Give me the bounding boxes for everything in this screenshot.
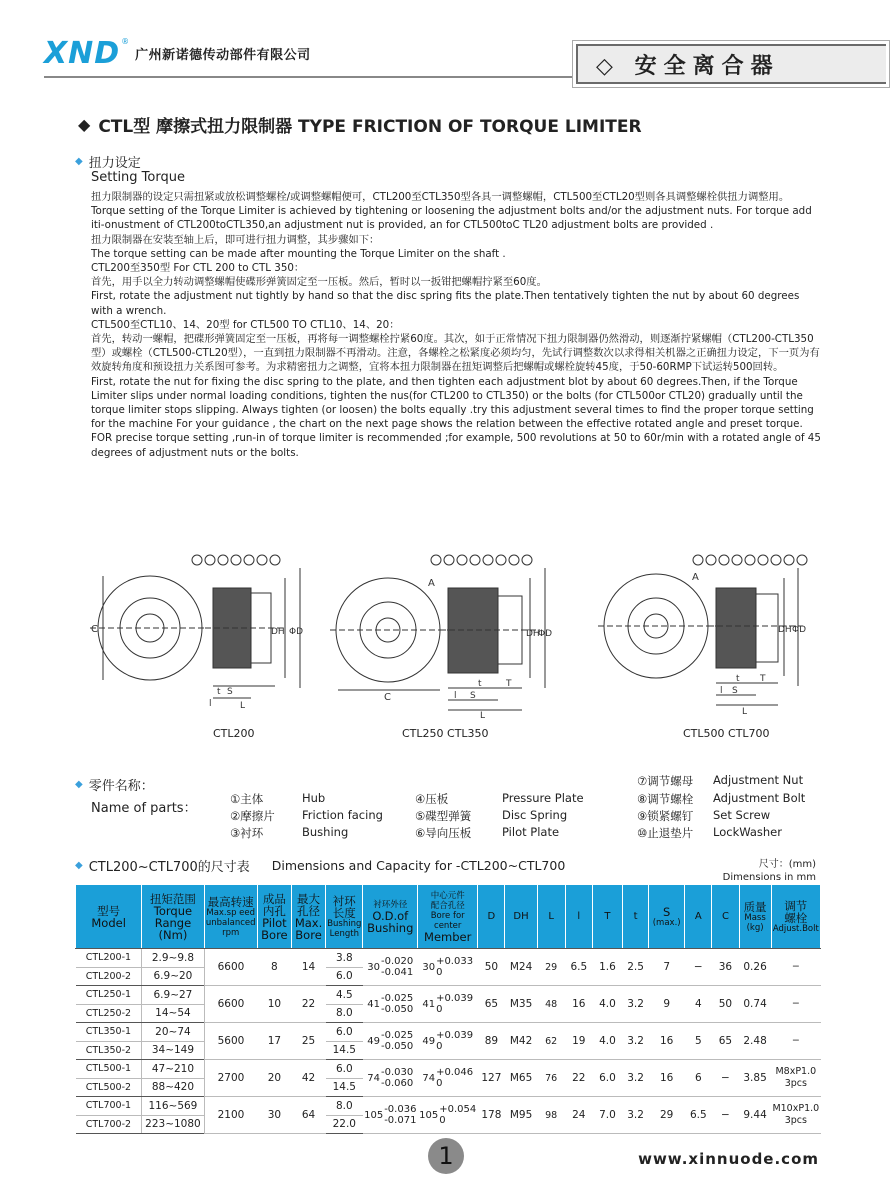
- col-rpm: 最高转速 Max.sp eed unbalanced rpm: [204, 885, 257, 949]
- cell-l: 6.5: [565, 949, 592, 986]
- svg-text:t: t: [478, 679, 482, 689]
- table-heading: [75, 856, 565, 875]
- paragraph: The torque setting can be made after mounting the Torque Limiter on the shaft .: [91, 247, 506, 260]
- col-T: T: [592, 885, 622, 949]
- paragraph: 扭力限制器在安装至轴上后，即可进行扭力调整，其步骤如下：: [91, 233, 380, 246]
- section-title-text: CTL型 摩擦式扭力限制器 TYPE FRICTION OF TORQUE LIMITER: [98, 117, 642, 137]
- cell-od-bushing: 74 -0.030 -0.060: [363, 1060, 418, 1097]
- cell-C: −: [712, 1060, 739, 1097]
- cell-l: 22: [565, 1060, 592, 1097]
- cell-D: 127: [478, 1060, 505, 1097]
- svg-text:L: L: [240, 701, 246, 711]
- part-en: Set Screw: [713, 808, 771, 822]
- cell-model: CTL500-2: [76, 1078, 142, 1097]
- diamond-icon: ◆: [78, 115, 91, 134]
- cell-adjust-bolt: [771, 949, 820, 986]
- diagram-ctl500-700: [598, 548, 828, 718]
- unit-en: Dimensions in mm: [722, 872, 816, 883]
- cell-mass: 0.74: [739, 986, 771, 1023]
- part-en: Disc Spring: [502, 808, 568, 822]
- part-item: [230, 791, 326, 807]
- cell-pilot: 8: [257, 949, 291, 986]
- cell-bushing-length: 3.8: [326, 949, 363, 968]
- cell-mass: 0.26: [739, 949, 771, 986]
- part-item: [637, 808, 771, 824]
- diagram-ctl250-350: [330, 548, 560, 718]
- cell-range: 223~1080: [142, 1115, 204, 1134]
- cell-L: 76: [537, 1060, 565, 1097]
- part-cn: ③衬环: [230, 826, 264, 840]
- company-name: 广州新诺德传动部件有限公司: [135, 48, 311, 63]
- table-row: [76, 949, 821, 968]
- col-D: D: [478, 885, 505, 949]
- cell-bushing-length: 22.0: [326, 1115, 363, 1134]
- cell-bushing-length: 6.0: [326, 967, 363, 986]
- adjust-bolt-line: M10xP1.0: [772, 1103, 820, 1114]
- cell-pilot: 30: [257, 1097, 291, 1134]
- cell-T: 6.0: [592, 1060, 622, 1097]
- cell-pilot: 20: [257, 1060, 291, 1097]
- cell-DH: M95: [505, 1097, 537, 1134]
- cell-t: 3.2: [622, 1097, 648, 1134]
- table-row: [76, 1060, 821, 1079]
- svg-text:l: l: [454, 691, 457, 701]
- part-item: [637, 825, 782, 841]
- cell-DH: M35: [505, 986, 537, 1023]
- svg-text:ΦD: ΦD: [538, 629, 553, 639]
- part-cn: ①主体: [230, 792, 264, 806]
- cell-bushing-length: 14.5: [326, 1041, 363, 1060]
- cell-maxbore: 42: [291, 1060, 325, 1097]
- cell-S: 9: [649, 986, 685, 1023]
- setting-heading-en: Setting Torque: [91, 170, 185, 185]
- cell-L: 98: [537, 1097, 565, 1134]
- adjust-bolt-line: 3pcs: [784, 1115, 807, 1126]
- cell-L: 62: [537, 1023, 565, 1060]
- cell-center-member: 74 +0.046 0: [418, 1060, 478, 1097]
- part-item: [415, 791, 584, 807]
- cell-range: 47~210: [142, 1060, 204, 1079]
- cell-adjust-bolt: [771, 1060, 820, 1097]
- cell-adjust-bolt: [771, 1023, 820, 1060]
- cell-l: 24: [565, 1097, 592, 1134]
- cell-center-member: 41 +0.039 0: [418, 986, 478, 1023]
- cell-pilot: 10: [257, 986, 291, 1023]
- svg-text:S: S: [732, 686, 738, 696]
- cell-D: 50: [478, 949, 505, 986]
- cell-maxbore: 25: [291, 1023, 325, 1060]
- dimensions-table: [75, 884, 821, 1134]
- cell-bushing-length: 8.0: [326, 1097, 363, 1116]
- registered-mark: ®: [121, 37, 130, 46]
- paragraph: 首先，用手以全力转动调整螺帽使碟形弹簧固定至一压板。然后，暂时以一扳钳把螺帽拧紧至60度。: [91, 276, 547, 289]
- cell-S: 29: [649, 1097, 685, 1134]
- cell-L: 48: [537, 986, 565, 1023]
- part-cn: ⑤碟型弹簧: [415, 809, 472, 823]
- col-max-bore: 最大 孔径 Max. Bore: [291, 885, 325, 949]
- cell-rpm: 2700: [204, 1060, 257, 1097]
- col-t: t: [622, 885, 648, 949]
- cell-range: 34~149: [142, 1041, 204, 1060]
- col-l: l: [565, 885, 592, 949]
- table-row: [76, 1097, 821, 1116]
- cell-C: 50: [712, 986, 739, 1023]
- cell-S: 16: [649, 1060, 685, 1097]
- part-item: [637, 773, 804, 789]
- cell-center-member: 49 +0.039 0: [418, 1023, 478, 1060]
- part-en: Pilot Plate: [502, 825, 560, 839]
- svg-text:C: C: [91, 624, 98, 635]
- paragraph: 首先，转动一螺帽，把碟形弹簧固定至一压板，再将每一调整螺栓拧紧60度。其次，如于正常情况下扭力限制器仍然滑动，则逐渐拧紧螺帽（CTL200-CTL350型）或螺栓（CTL500-CTL20型），一直到扭力限制器不再滑动。注意，各螺栓之松紧度必须均匀，先试行调整数次以求得相关机器之正确扭力设定，下一页为有效旋转角度和预设扭力关系图可参考。为求精密扭力之调整，宜将本扭力限制器在扭矩调整后把螺帽或螺栓旋转45度，于50-60RMP下试运转500回转。: [91, 333, 820, 374]
- adjust-bolt-line: 3pcs: [784, 1078, 807, 1089]
- adjust-bolt-line: M8xP1.0: [775, 1066, 817, 1077]
- table-heading-en: Dimensions and Capacity for -CTL200~CTL700: [271, 858, 566, 873]
- cell-range: 6.9~27: [142, 986, 204, 1005]
- cell-C: −: [712, 1097, 739, 1134]
- diamond-bullet-icon: ◆: [75, 156, 83, 167]
- cell-D: 65: [478, 986, 505, 1023]
- cell-T: 7.0: [592, 1097, 622, 1134]
- svg-text:S: S: [470, 691, 476, 701]
- cell-od-bushing: 41 -0.025 -0.050: [363, 986, 418, 1023]
- part-en: Bushing: [302, 825, 349, 839]
- cell-T: 4.0: [592, 986, 622, 1023]
- cell-DH: M42: [505, 1023, 537, 1060]
- cell-adjust-bolt: [771, 1097, 820, 1134]
- cell-A: 6.5: [685, 1097, 712, 1134]
- cell-C: 65: [712, 1023, 739, 1060]
- cell-pilot: 17: [257, 1023, 291, 1060]
- col-A: A: [685, 885, 712, 949]
- cell-rpm: 6600: [204, 949, 257, 986]
- cell-od-bushing: 105 -0.036 -0.071: [363, 1097, 418, 1134]
- cell-rpm: 2100: [204, 1097, 257, 1134]
- adjust-bolt-line: −: [791, 1035, 800, 1046]
- cell-t: 3.2: [622, 1023, 648, 1060]
- svg-text:DH: DH: [526, 629, 540, 639]
- cell-S: 7: [649, 949, 685, 986]
- table-heading-cn: CTL200~CTL700的尺寸表: [88, 860, 250, 875]
- part-item: [230, 808, 383, 824]
- part-cn: ⑧调节螺栓: [637, 792, 694, 806]
- cell-t: 3.2: [622, 986, 648, 1023]
- col-bushing-length: 衬环 长度 Bushing Length: [326, 885, 363, 949]
- cell-model: CTL700-2: [76, 1115, 142, 1134]
- part-en: Adjustment Nut: [713, 773, 804, 787]
- cell-maxbore: 22: [291, 986, 325, 1023]
- cell-D: 178: [478, 1097, 505, 1134]
- cell-bushing-length: 6.0: [326, 1023, 363, 1042]
- setting-heading: [75, 152, 141, 171]
- col-model: 型号 Model: [76, 885, 142, 949]
- cell-L: 29: [537, 949, 565, 986]
- page-number: 1: [428, 1138, 464, 1174]
- setting-body: [91, 190, 821, 460]
- table-row: [76, 1023, 821, 1042]
- category-badge: [576, 44, 886, 84]
- cell-maxbore: 64: [291, 1097, 325, 1134]
- paragraph: First, rotate the nut for fixing the disc spring to the plate, and then tighten each adjustment blot by about 60 degrees.Then, if the Torque Limiter slips under normal loading conditions, tighten the nus(for CTL200 to CTL350) or the bolts (for CTL500or CTL20) gradually until the torque limiter stops slipping. Always tighten (or loosen) the bolts equally .try this adjustment several times to find the proper torque setting for the machine For your guidance , the chart on the next page shows the relation between the effective rotated angle and preset torque. FOR precise torque setting ,run-in of torque limiter is recommended ;for example, 500 revolutions at 50 to 60r/min with a rotated angle of 45 degrees of adjustment nuts or the bolts.: [91, 375, 821, 459]
- svg-text:t: t: [217, 687, 221, 697]
- col-S: S (max.): [649, 885, 685, 949]
- col-L: L: [537, 885, 565, 949]
- cell-S: 16: [649, 1023, 685, 1060]
- cell-range: 116~569: [142, 1097, 204, 1116]
- col-mass: 质量 Mass (kg): [739, 885, 771, 949]
- cell-model: CTL200-1: [76, 949, 142, 968]
- part-item: [230, 825, 349, 841]
- cell-adjust-bolt: [771, 986, 820, 1023]
- part-cn: ④压板: [415, 792, 449, 806]
- cell-D: 89: [478, 1023, 505, 1060]
- cell-model: CTL350-1: [76, 1023, 142, 1042]
- cell-bushing-length: 4.5: [326, 986, 363, 1005]
- part-cn: ②摩擦片: [230, 809, 275, 823]
- cell-bushing-length: 14.5: [326, 1078, 363, 1097]
- cell-T: 4.0: [592, 1023, 622, 1060]
- cell-center-member: 30 +0.033 0: [418, 949, 478, 986]
- cell-l: 16: [565, 986, 592, 1023]
- svg-text:T: T: [506, 679, 512, 689]
- website-url[interactable]: www.xinnuode.com: [638, 1150, 819, 1168]
- cell-range: 6.9~20: [142, 967, 204, 986]
- paragraph: Torque setting of the Torque Limiter is achieved by tightening or loosening the adjustment bolts and/or the adjustment nuts. For torque add iti-onustment of CTL200toCTL350,an adjustment nut is provided, an for CTL500toC TL20 adjustment bolts are provided .: [91, 205, 812, 232]
- cell-rpm: 6600: [204, 986, 257, 1023]
- col-od-bushing: 衬环外径 O.D.of Bushing: [363, 885, 418, 949]
- svg-text:A: A: [428, 578, 435, 589]
- header-rule: [44, 76, 574, 78]
- company-logo: [44, 36, 311, 71]
- cell-model: CTL200-2: [76, 967, 142, 986]
- part-cn: ⑦调节螺母: [637, 774, 694, 788]
- part-item: [415, 825, 560, 841]
- paragraph: CTL200至350型 For CTL 200 to CTL 350：: [91, 262, 305, 275]
- cell-rpm: 5600: [204, 1023, 257, 1060]
- table-unit: [723, 858, 816, 884]
- cell-bushing-length: 8.0: [326, 1004, 363, 1023]
- cell-t: 2.5: [622, 949, 648, 986]
- part-en: Hub: [302, 791, 326, 805]
- cell-mass: 9.44: [739, 1097, 771, 1134]
- table-row: [76, 986, 821, 1005]
- cell-C: 36: [712, 949, 739, 986]
- cell-range: 2.9~9.8: [142, 949, 204, 968]
- svg-text:L: L: [480, 711, 486, 718]
- cell-model: CTL250-2: [76, 1004, 142, 1023]
- part-cn: ⑨锁紧螺钉: [637, 809, 694, 823]
- cell-range: 20~74: [142, 1023, 204, 1042]
- part-item: [637, 791, 806, 807]
- diagram-ctl200: [85, 548, 315, 718]
- paragraph: First, rotate the adjustment nut tightly by hand so that the disc spring fits the plate.Then tentatively tighten the nut by about 60 degrees with a wrench.: [91, 290, 800, 317]
- adjust-bolt-line: −: [791, 998, 800, 1009]
- svg-text:DH: DH: [778, 625, 792, 635]
- category-badge-label: ◇ 安全离合器: [596, 53, 780, 79]
- cell-A: 4: [685, 986, 712, 1023]
- svg-text:S: S: [227, 687, 233, 697]
- col-C: C: [712, 885, 739, 949]
- cell-DH: M65: [505, 1060, 537, 1097]
- svg-text:t: t: [736, 674, 740, 684]
- ctl250-drawing: [330, 548, 560, 718]
- cell-model: CTL700-1: [76, 1097, 142, 1116]
- col-pilot-bore: 成品 内孔 Pilot Bore: [257, 885, 291, 949]
- cell-A: 6: [685, 1060, 712, 1097]
- diagram-label-ctl200: CTL200: [213, 727, 255, 740]
- part-en: Friction facing: [302, 808, 383, 822]
- section-title: [78, 112, 642, 137]
- svg-text:DH: DH: [271, 627, 285, 637]
- cell-DH: M24: [505, 949, 537, 986]
- parts-heading-en: Name of parts：: [91, 801, 197, 816]
- unit-cn: 尺寸：(mm): [758, 859, 816, 870]
- ctl500-drawing: [598, 548, 828, 718]
- col-center-member: 中心元件 配合孔径 Bore for center Member: [418, 885, 478, 949]
- cell-l: 19: [565, 1023, 592, 1060]
- paragraph: 扭力限制器的设定只需扭紧或放松调整螺栓/或调整螺帽便可，CTL200至CTL350型各具一调整螺帽，CTL500至CTL20型则各具调整螺栓供扭力调整用。: [91, 191, 790, 203]
- paragraph: CTL500至CTL10、14、20型 for CTL500 TO CTL10、14、20：: [91, 318, 400, 331]
- cell-range: 14~54: [142, 1004, 204, 1023]
- part-cn: ⑥导向压板: [415, 826, 472, 840]
- svg-text:T: T: [760, 674, 766, 684]
- cell-model: CTL350-2: [76, 1041, 142, 1060]
- cell-mass: 2.48: [739, 1023, 771, 1060]
- diagram-label-ctl250: CTL250 CTL350: [402, 727, 489, 740]
- diamond-bullet-icon: ◆: [75, 860, 83, 871]
- svg-text:ΦD: ΦD: [792, 625, 807, 635]
- cell-model: CTL500-1: [76, 1060, 142, 1079]
- part-item: [415, 808, 568, 824]
- col-range: 扭矩范围 Torque Range (Nm): [142, 885, 204, 949]
- cell-model: CTL250-1: [76, 986, 142, 1005]
- cell-T: 1.6: [592, 949, 622, 986]
- col-adjust-bolt: 调节 螺栓 Adjust.Bolt: [771, 885, 820, 949]
- cell-od-bushing: 49 -0.025 -0.050: [363, 1023, 418, 1060]
- cell-center-member: 105 +0.054 0: [418, 1097, 478, 1134]
- cell-maxbore: 14: [291, 949, 325, 986]
- svg-text:C: C: [384, 692, 391, 703]
- cell-A: 5: [685, 1023, 712, 1060]
- parts-heading: [75, 775, 154, 794]
- cell-A: −: [685, 949, 712, 986]
- part-en: LockWasher: [713, 825, 782, 839]
- cell-mass: 3.85: [739, 1060, 771, 1097]
- col-DH: DH: [505, 885, 537, 949]
- part-cn: ⑩止退垫片: [637, 826, 694, 840]
- cell-od-bushing: 30 -0.020 -0.041: [363, 949, 418, 986]
- cell-range: 88~420: [142, 1078, 204, 1097]
- part-en: Pressure Plate: [502, 791, 584, 805]
- logo-mark: XND: [44, 36, 121, 71]
- table-header-row: [76, 885, 821, 949]
- table-body: [76, 949, 821, 1134]
- ctl200-drawing: [85, 548, 315, 718]
- cell-t: 3.2: [622, 1060, 648, 1097]
- diagram-label-ctl500: CTL500 CTL700: [683, 727, 770, 740]
- cell-bushing-length: 6.0: [326, 1060, 363, 1079]
- parts-heading-cn: 零件名称：: [88, 779, 154, 794]
- svg-text:ΦD: ΦD: [289, 627, 304, 637]
- adjust-bolt-line: −: [791, 961, 800, 972]
- svg-text:l: l: [720, 686, 723, 696]
- svg-text:l: l: [209, 699, 212, 709]
- svg-text:A: A: [692, 572, 699, 583]
- part-en: Adjustment Bolt: [713, 791, 806, 805]
- svg-text:L: L: [742, 707, 748, 717]
- diamond-bullet-icon: ◆: [75, 779, 83, 790]
- setting-heading-cn: 扭力设定: [88, 156, 141, 171]
